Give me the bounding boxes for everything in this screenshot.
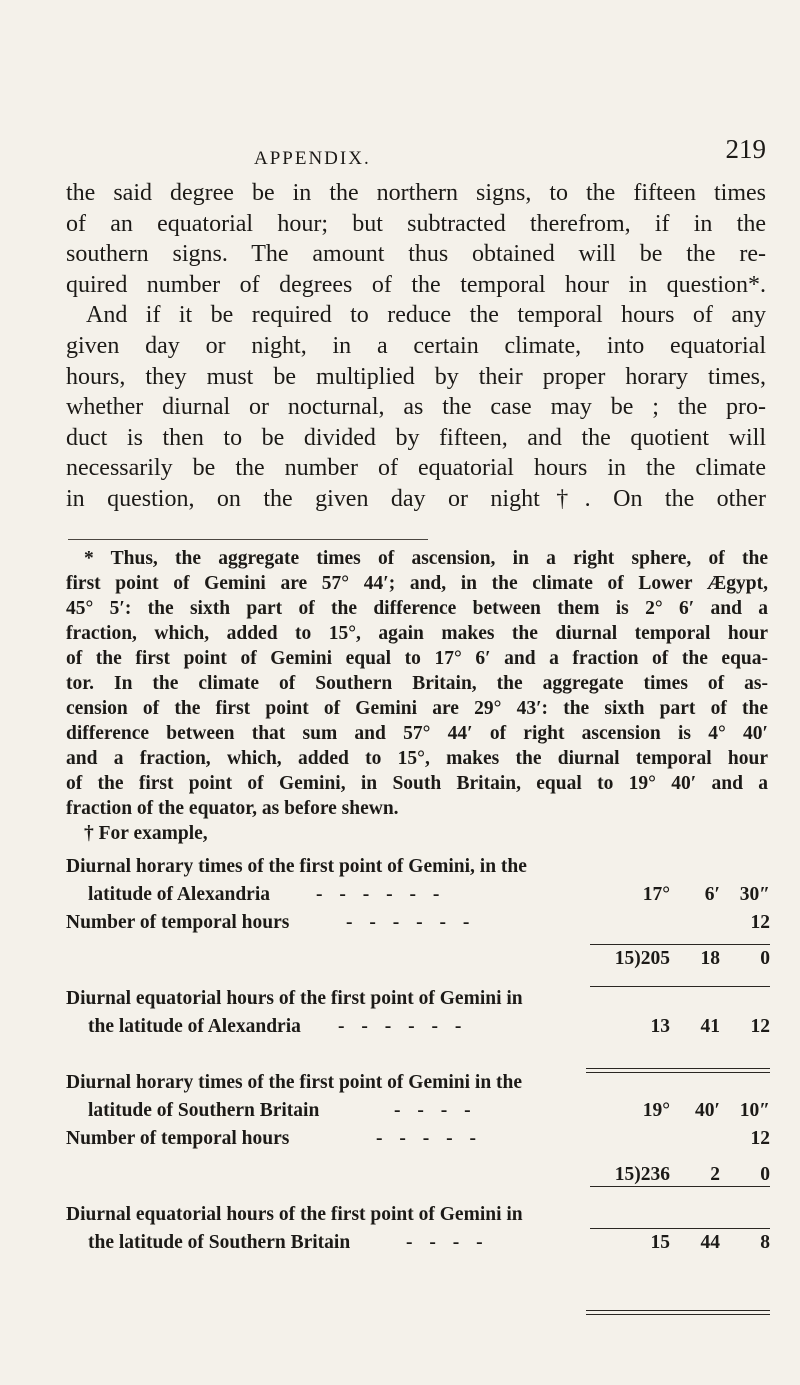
body-line: southern signs. The amount thus obtained will be the re- [66, 241, 766, 268]
row-label: the latitude of Southern Britain [88, 1232, 351, 1253]
page-number: 219 [725, 134, 766, 164]
row-label: Number of temporal hours [66, 912, 290, 933]
row-label: Diurnal horary times of the first point of Gemini, in the [66, 856, 527, 877]
dash-leader: - - - - [406, 1232, 489, 1253]
multiplier-value: 12 [750, 1128, 770, 1149]
footnote-line: cension of the first point of Gemini are 29° 43′: the sixth part of the [66, 698, 768, 719]
seconds-value: 8 [760, 1232, 770, 1253]
footnote-line: of the first point of Gemini, in South Britain, equal to 19° 40′ and a [66, 773, 768, 794]
table-row [66, 1016, 770, 1044]
minutes-value: 40′ [695, 1100, 720, 1121]
row-label: Diurnal equatorial hours of the first point of Gemini in [66, 1204, 523, 1225]
dash-leader: - - - - - - [346, 912, 476, 933]
seconds-value: 0 [760, 948, 770, 969]
minutes-value: 2 [710, 1164, 720, 1185]
page-header [66, 134, 766, 178]
body-line: given day or night, in a certain climate, into equatorial [66, 332, 766, 359]
multiplier-value: 12 [750, 912, 770, 933]
footnote-line: † For example, [84, 823, 208, 844]
row-label: latitude of Southern Britain [88, 1100, 320, 1121]
table-row [66, 1204, 770, 1232]
minutes-value: 41 [700, 1016, 720, 1037]
row-label: Diurnal horary times of the first point of Gemini in the [66, 1072, 523, 1093]
seconds-value: 30″ [739, 884, 770, 905]
body-line: of an equatorial hour; but subtracted therefrom, if in the [66, 210, 766, 237]
body-line: hours, they must be multiplied by their proper horary times, [66, 363, 766, 390]
footnote-line: fraction of the equator, as before shewn. [66, 798, 399, 819]
row-label: latitude of Alexandria [88, 884, 271, 905]
footnote-line: fraction, which, added to 15°, again makes the diurnal temporal hour [66, 623, 768, 644]
body-line: quired number of degrees of the temporal hour in question*. [66, 271, 766, 298]
row-label: Diurnal equatorial hours of the first point of Gemini in [66, 988, 523, 1009]
degrees-value: 15 [650, 1232, 670, 1253]
table-row [66, 1100, 770, 1128]
minutes-value: 44 [700, 1232, 720, 1253]
footnote-line: of the first point of Gemini equal to 17° 6′ and a fraction of the equa- [66, 648, 768, 669]
sum-rule [590, 986, 770, 987]
row-label: the latitude of Alexandria [88, 1016, 301, 1037]
degrees-value: 13 [650, 1016, 670, 1037]
degrees-value: 19° [642, 1100, 670, 1121]
row-label: Number of temporal hours [66, 1128, 290, 1149]
seconds-value: 0 [760, 1164, 770, 1185]
table-row [66, 948, 770, 976]
main-paragraph [66, 178, 766, 515]
body-line: And if it be required to reduce the temporal hours of any [86, 302, 766, 329]
table-row [66, 856, 770, 884]
table-row [66, 912, 770, 940]
table-row [66, 988, 770, 1016]
table-row [66, 1072, 770, 1100]
dash-leader: - - - - - [376, 1128, 482, 1149]
degrees-value: 15)236 [614, 1164, 670, 1185]
body-line: the said degree be in the northern signs, to the fifteen times [66, 180, 766, 206]
seconds-value: 12 [750, 1016, 770, 1037]
body-line: necessarily be the number of equatorial hours in the climate [66, 455, 766, 482]
footnote-rule [68, 539, 428, 540]
footnotes [66, 546, 768, 846]
footnote-line: difference between that sum and 57° 44′ of right ascension is 4° 40′ [66, 723, 768, 744]
body-line: duct is then to be divided by fifteen, and the quotient will [66, 424, 766, 451]
example-calculations [66, 856, 770, 1260]
minutes-value: 18 [700, 948, 720, 969]
footnote-line: 45° 5′: the sixth part of the difference between them is 2° 6′ and a [66, 598, 768, 619]
sum-rule [590, 944, 770, 945]
table-row [66, 1232, 770, 1260]
running-head: APPENDIX. [254, 148, 371, 169]
body-line: in question, on the given day or night†. On the other [66, 485, 766, 512]
degrees-value: 15)205 [614, 948, 670, 969]
table-row [66, 884, 770, 912]
dash-leader: - - - - - - [338, 1016, 468, 1037]
degrees-value: 17° [642, 884, 670, 905]
body-line: whether diurnal or nocturnal, as the case may be ; the pro- [66, 394, 766, 421]
footnote-line: first point of Gemini are 57° 44′; and, in the climate of Lower Ægypt, [66, 573, 768, 594]
minutes-value: 6′ [704, 884, 720, 905]
total-double-rule [586, 1310, 770, 1315]
footnote-line: and a fraction, which, added to 15°, makes the diurnal temporal hour [66, 748, 768, 769]
seconds-value: 10″ [739, 1100, 770, 1121]
footnote-line: * Thus, the aggregate times of ascension, in a right sphere, of the [84, 548, 768, 569]
table-row [66, 1164, 770, 1192]
dash-leader: - - - - [394, 1100, 477, 1121]
table-row [66, 1128, 770, 1156]
footnote-line: tor. In the climate of Southern Britain, the aggregate times of as- [66, 673, 768, 694]
dash-leader: - - - - - - [316, 884, 446, 905]
